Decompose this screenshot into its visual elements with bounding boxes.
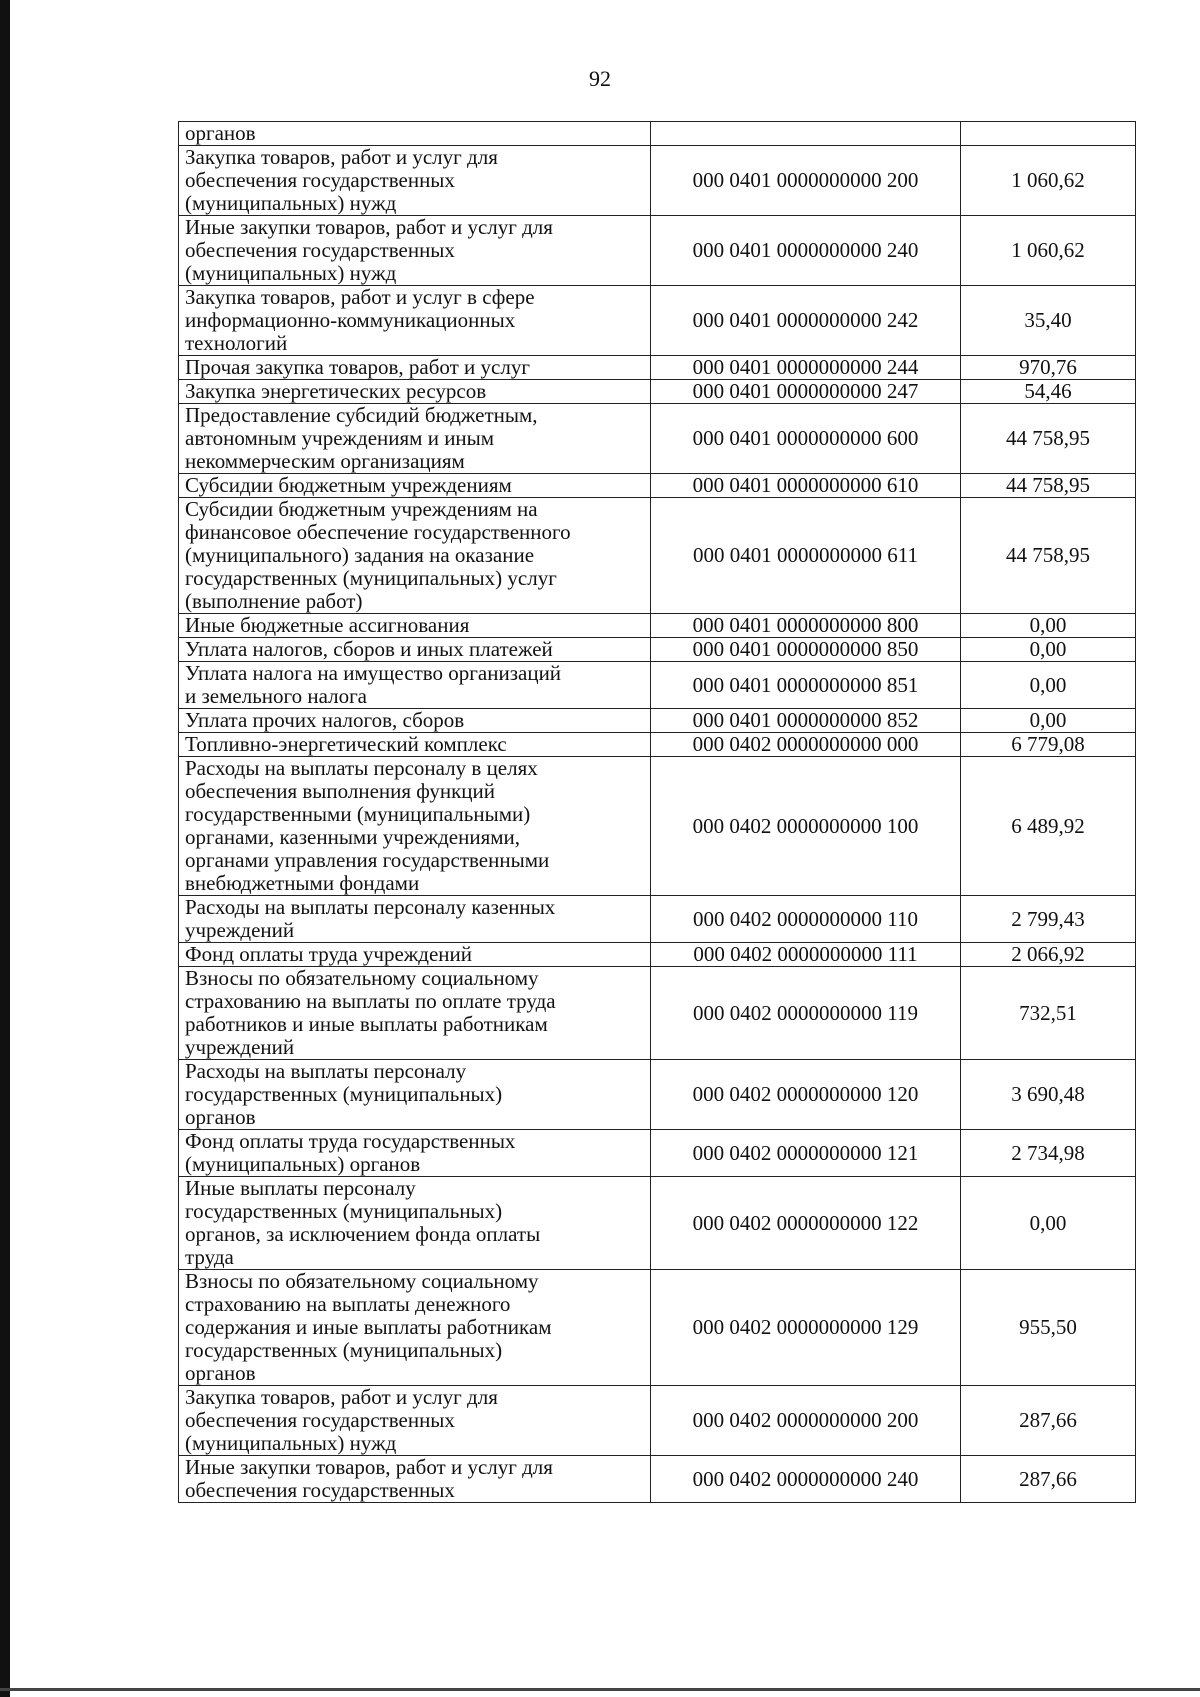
- row-code: 000 0402 0000000000 000: [651, 733, 961, 757]
- row-name: Иные бюджетные ассигнования: [179, 614, 651, 638]
- row-amount: 3 690,48: [961, 1060, 1136, 1130]
- row-code: 000 0402 0000000000 111: [651, 943, 961, 967]
- page-number: 92: [589, 66, 611, 91]
- row-amount: 2 799,43: [961, 896, 1136, 943]
- row-name: Фонд оплаты труда государственных (муниципальных) органов: [179, 1130, 651, 1177]
- row-name: Закупка товаров, работ и услуг для обеспечения государственных (муниципальных) нужд: [179, 1386, 651, 1456]
- row-code: 000 0402 0000000000 110: [651, 896, 961, 943]
- row-amount: 0,00: [961, 614, 1136, 638]
- row-amount: 0,00: [961, 662, 1136, 709]
- row-amount: 2 734,98: [961, 1130, 1136, 1177]
- row-amount: 287,66: [961, 1386, 1136, 1456]
- scan-edge-bar: [0, 0, 10, 1697]
- row-name: Иные закупки товаров, работ и услуг для обеспечения государственных (муниципальных) нужд: [179, 216, 651, 286]
- row-code: 000 0401 0000000000 852: [651, 709, 961, 733]
- row-code: 000 0401 0000000000 851: [651, 662, 961, 709]
- row-amount: 0,00: [961, 638, 1136, 662]
- table-row: [179, 1456, 1136, 1503]
- row-amount: 1 060,62: [961, 216, 1136, 286]
- row-code: 000 0401 0000000000 610: [651, 474, 961, 498]
- row-code: 000 0401 0000000000 242: [651, 286, 961, 356]
- row-amount: 2 066,92: [961, 943, 1136, 967]
- row-code: 000 0401 0000000000 800: [651, 614, 961, 638]
- row-name: Фонд оплаты труда учреждений: [179, 943, 651, 967]
- row-name: Уплата налогов, сборов и иных платежей: [179, 638, 651, 662]
- row-code: 000 0401 0000000000 850: [651, 638, 961, 662]
- table-row: [179, 146, 1136, 216]
- row-code: 000 0402 0000000000 120: [651, 1060, 961, 1130]
- row-name: Прочая закупка товаров, работ и услуг: [179, 356, 651, 380]
- row-name: Закупка товаров, работ и услуг в сфере информационно-коммуникационных технологий: [179, 286, 651, 356]
- row-name: Субсидии бюджетным учреждениям: [179, 474, 651, 498]
- table-row: [179, 709, 1136, 733]
- row-code: 000 0401 0000000000 600: [651, 404, 961, 474]
- row-name: Закупка товаров, работ и услуг для обеспечения государственных (муниципальных) нужд: [179, 146, 651, 216]
- row-code: 000 0402 0000000000 121: [651, 1130, 961, 1177]
- row-amount: 44 758,95: [961, 404, 1136, 474]
- row-name: Предоставление субсидий бюджетным, автономным учреждениям и иным некоммерческим организациям: [179, 404, 651, 474]
- row-name: Уплата прочих налогов, сборов: [179, 709, 651, 733]
- table-row: [179, 638, 1136, 662]
- row-name: Взносы по обязательному социальному страхованию на выплаты денежного содержания и иные выплаты работникам государственных (муниципальных) органов: [179, 1270, 651, 1386]
- row-name: Иные закупки товаров, работ и услуг для обеспечения государственных: [179, 1456, 651, 1503]
- row-name: Расходы на выплаты персоналу в целях обеспечения выполнения функций государственными (муниципальными) органами, казенными учреждениями, органами управления государственными внебюджетными фондами: [179, 757, 651, 896]
- table-row: [179, 614, 1136, 638]
- table-row: [179, 1130, 1136, 1177]
- row-code: 000 0402 0000000000 119: [651, 967, 961, 1060]
- row-amount: 6 779,08: [961, 733, 1136, 757]
- row-code: 000 0401 0000000000 240: [651, 216, 961, 286]
- row-amount: 44 758,95: [961, 498, 1136, 614]
- row-code: 000 0401 0000000000 244: [651, 356, 961, 380]
- table-row: [179, 404, 1136, 474]
- row-amount: 54,46: [961, 380, 1136, 404]
- row-name: Топливно-энергетический комплекс: [179, 733, 651, 757]
- table-row: [179, 356, 1136, 380]
- table-row: [179, 1386, 1136, 1456]
- table-row: [179, 967, 1136, 1060]
- budget-table-body: [179, 122, 1136, 1503]
- row-name: Иные выплаты персоналу государственных (муниципальных) органов, за исключением фонда оплаты труда: [179, 1177, 651, 1270]
- table-row: [179, 380, 1136, 404]
- row-code: 000 0401 0000000000 200: [651, 146, 961, 216]
- row-name: Расходы на выплаты персоналу государственных (муниципальных) органов: [179, 1060, 651, 1130]
- table-row: [179, 757, 1136, 896]
- table-row: [179, 662, 1136, 709]
- table-row: [179, 474, 1136, 498]
- table-row: [179, 896, 1136, 943]
- row-code: 000 0401 0000000000 247: [651, 380, 961, 404]
- table-row: [179, 733, 1136, 757]
- table-row: [179, 122, 1136, 146]
- row-amount: 0,00: [961, 709, 1136, 733]
- row-code: 000 0402 0000000000 240: [651, 1456, 961, 1503]
- row-amount: 970,76: [961, 356, 1136, 380]
- table-row: [179, 1060, 1136, 1130]
- row-code: [651, 122, 961, 146]
- row-amount: [961, 122, 1136, 146]
- row-name: Уплата налога на имущество организаций и земельного налога: [179, 662, 651, 709]
- budget-table: [178, 121, 1136, 1503]
- table-row: [179, 943, 1136, 967]
- row-amount: 732,51: [961, 967, 1136, 1060]
- table-row: [179, 286, 1136, 356]
- row-code: 000 0402 0000000000 129: [651, 1270, 961, 1386]
- table-row: [179, 216, 1136, 286]
- row-amount: 35,40: [961, 286, 1136, 356]
- row-amount: 0,00: [961, 1177, 1136, 1270]
- row-amount: 6 489,92: [961, 757, 1136, 896]
- table-row: [179, 1177, 1136, 1270]
- row-name: Субсидии бюджетным учреждениям на финансовое обеспечение государственного (муниципального) задания на оказание государственных (муниципальных) услуг (выполнение работ): [179, 498, 651, 614]
- row-name: Взносы по обязательному социальному страхованию на выплаты по оплате труда работников и иные выплаты работникам учреждений: [179, 967, 651, 1060]
- row-amount: 955,50: [961, 1270, 1136, 1386]
- table-row: [179, 1270, 1136, 1386]
- row-code: 000 0402 0000000000 100: [651, 757, 961, 896]
- row-name: Закупка энергетических ресурсов: [179, 380, 651, 404]
- scan-bottom-line: [0, 1688, 1200, 1691]
- row-amount: 44 758,95: [961, 474, 1136, 498]
- row-amount: 287,66: [961, 1456, 1136, 1503]
- table-row: [179, 498, 1136, 614]
- row-code: 000 0401 0000000000 611: [651, 498, 961, 614]
- row-name: органов: [179, 122, 651, 146]
- row-code: 000 0402 0000000000 122: [651, 1177, 961, 1270]
- row-amount: 1 060,62: [961, 146, 1136, 216]
- row-name: Расходы на выплаты персоналу казенных учреждений: [179, 896, 651, 943]
- row-code: 000 0402 0000000000 200: [651, 1386, 961, 1456]
